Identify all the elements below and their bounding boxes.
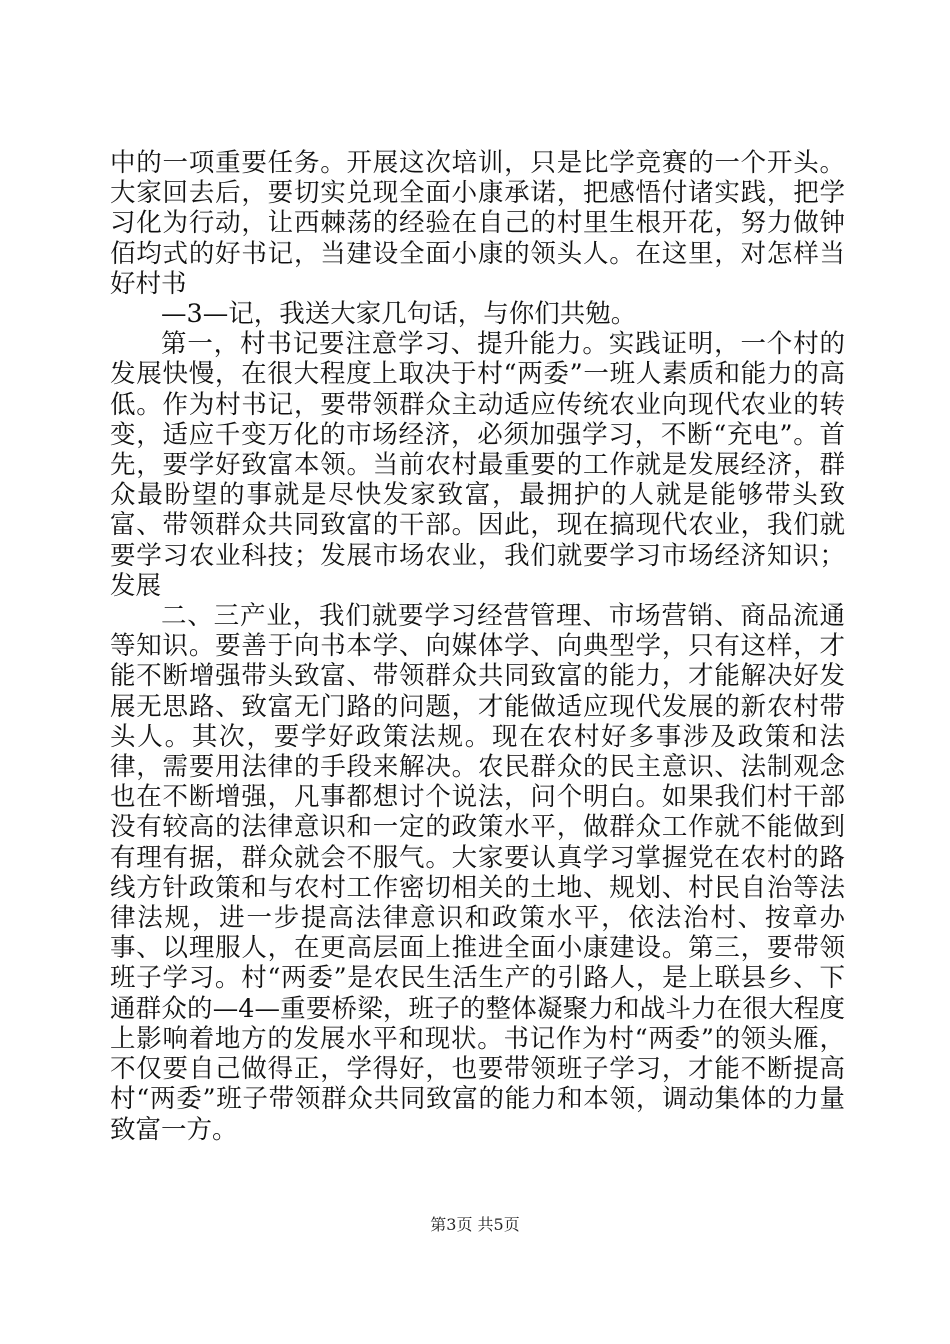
paragraph-3: 第一，村书记要注意学习、提升能力。实践证明，一个村的发展快慢，在很大程度上取决于村“两委”一班人素质和能力的高低。作为村书记，要带领群众主动适应传统农业向现代农业的转变，适应千变万化的市场经济，必须加强学习，不断“充电”。首先，要学好致富本领。当前农村最重要的工作就是发展经济，群众最盼望的事就是尽快发家致富，最拥护的人就是能够带头致富、带领群众共同致富的干部。因此，现在搞现代农业，我们就要学习农业科技；发展市场农业，我们就要学习市场经济知识；发展 (110, 329, 845, 601)
page-footer: 第3页 共5页 (430, 1215, 520, 1234)
paragraph-4: 二、三产业，我们就要学习经营管理、市场营销、商品流通等知识。要善于向书本学、向媒体学、向典型学，只有这样，才能不断增强带头致富、带领群众共同致富的能力，才能解决好发展无思路、致富无门路的问题，才能做适应现代发展的新农村带头人。其次，要学好政策法规。现在农村好多事涉及政策和法律，需要用法律的手段来解决。农民群众的民主意识、法制观念也在不断增强，凡事都想讨个说法，问个明白。如果我们村干部没有较高的法律意识和一定的政策水平，做群众工作就不能做到有理有据，群众就会不服气。大家要认真学习掌握党在农村的路线方针政策和与农村工作密切相关的土地、规划、村民自治等法律法规，进一步提高法律意识和政策水平，依法治村、按章办事、以理服人，在更高层面上推进全面小康建设。第三，要带领班子学习。村“两委”是农民生活生产的引路人，是上联县乡、下通群众的—4—重要桥梁，班子的整体凝聚力和战斗力在很大程度上影响着地方的发展水平和现状。书记作为村“两委”的领头雁，不仅要自己做得正，学得好，也要带领班子学习，才能不断提高村“两委”班子带领群众共同致富的能力和本领，调动集体的力量致富一方。 (110, 601, 845, 1145)
paragraph-2: —3—记，我送大家几句话，与你们共勉。 (161, 299, 637, 330)
body-text (110, 148, 845, 1145)
paragraph-1: 中的一项重要任务。开展这次培训，只是比学竞赛的一个开头。大家回去后，要切实兑现全面小康承诺，把感悟付诸实践，把学习化为行动，让西棘荡的经验在自己的村里生根开花，努力做钟佰均式的好书记，当建设全面小康的领头人。在这里，对怎样当好村书 (110, 148, 845, 299)
